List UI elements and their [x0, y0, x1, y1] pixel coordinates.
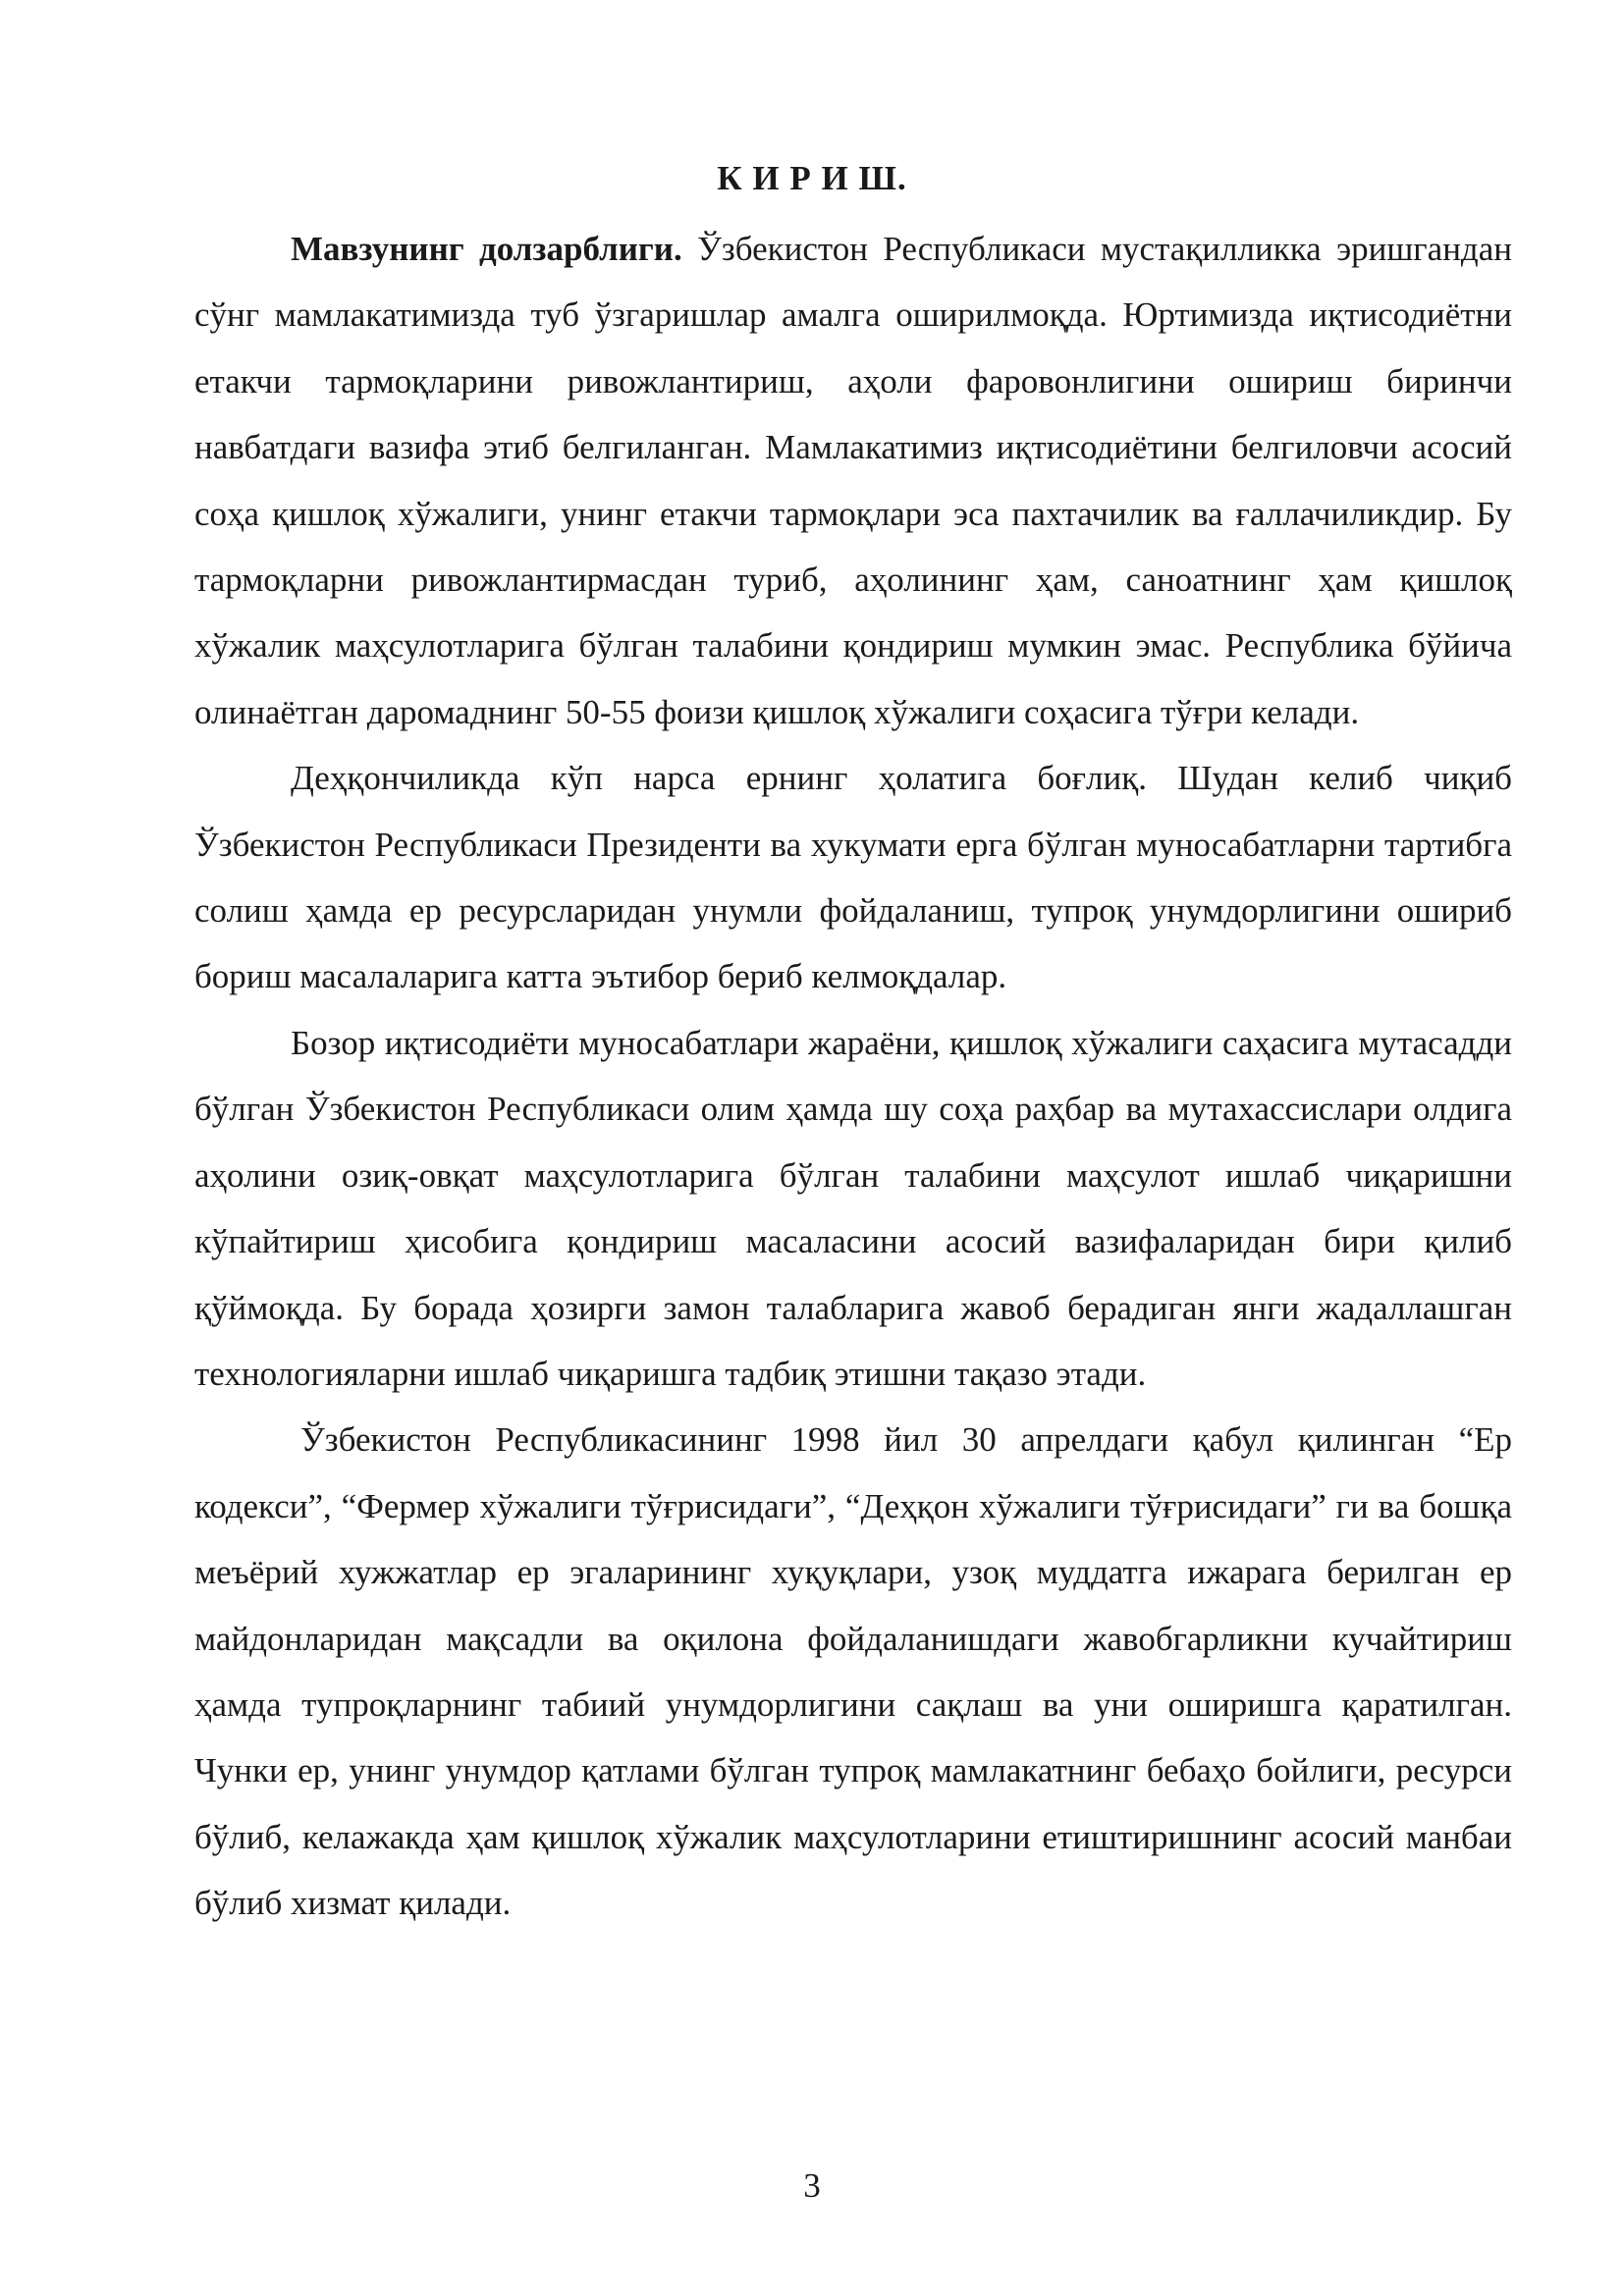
paragraph-relevance — [194, 216, 1512, 745]
section-heading: К И Р И Ш. — [717, 159, 907, 197]
paragraph-lead: Мавзунинг долзарблиги. — [291, 230, 682, 268]
body-text — [194, 216, 1512, 1937]
paragraph-land-code: Ўзбекистон Республикасининг 1998 йил 30 апрелдаги қабул қилинган “Ер кодекси”, “Фермер хўжалиги тўғрисидаги”, “Деҳқон хўжалиги тўғрисидаги” ги ва бошқа меъёрий хужжатлар ер эгаларининг хуқуқлари, узоқ муддатга ижарага берилган ер майдонларидан мақсадли ва оқилона фойдаланишдаги жавобгарликни кучайтириш ҳамда тупроқларнинг табиий унумдорлигини сақлаш ва уни оширишга қаратилган. Чунки ер, унинг унумдор қатлами бўлган тупроқ мамлакатнинг бебаҳо бойлиги, ресурси бўлиб, келажакда ҳам қишлоқ хўжалик маҳсулотларини етиштиришнинг асосий манбаи бўлиб хизмат қилади. — [194, 1420, 1512, 1923]
page-number: 3 — [803, 2166, 821, 2205]
paragraph-farming: Деҳқончиликда кўп нарса ернинг ҳолатига боғлиқ. Шудан келиб чиқиб Ўзбекистон Республикаси Президенти ва хукумати ерга бўлган муносабатларни тартибга солиш ҳамда ер ресурсларидан унумли фойдаланиш, тупроқ унумдорлигини ошириб бориш масалаларига катта эътибор бериб келмоқдалар. — [194, 759, 1512, 996]
paragraph-market-economy: Бозор иқтисодиёти муносабатлари жараёни, қишлоқ хўжалиги саҳасига мутасадди бўлган Ўзбекистон Республикаси олим ҳамда шу соҳа раҳбар ва мутахассислари олдига аҳолини озиқ-овқат маҳсулотларига бўлган талабини маҳсулот ишлаб чиқаришни кўпайтириш ҳисобига қондириш масаласини асосий вазифаларидан бири қилиб қўймоқда. Бу борада ҳозирги замон талабларига жавоб берадиган янги жадаллашган технологияларни ишлаб чиқаришга тадбиқ этишни тақазо этади. — [194, 1023, 1512, 1393]
paragraph-text: Ўзбекистон Республикаси мустақилликка эришгандан сўнг мамлакатимизда туб ўзгаришлар амалга оширилмоқда. Юртимизда иқтисодиётни етакчи тармоқларини ривожлантириш, аҳоли фаровонлигини ошириш биринчи навбатдаги вазифа этиб белгиланган. Мамлакатимиз иқтисодиётини белгиловчи асосий соҳа қишлоқ хўжалиги, унинг етакчи тармоқлари эса пахтачилик ва ғаллачиликдир. Бу тармоқларни ривожлантирмасдан туриб, аҳолининг ҳам, саноатнинг ҳам қишлоқ хўжалик маҳсулотларига бўлган талабини қондириш мумкин эмас. Республика бўйича олинаётган даромаднинг 50-55 фоизи қишлоқ хўжалиги соҳасига тўғри келади. — [194, 230, 1512, 731]
